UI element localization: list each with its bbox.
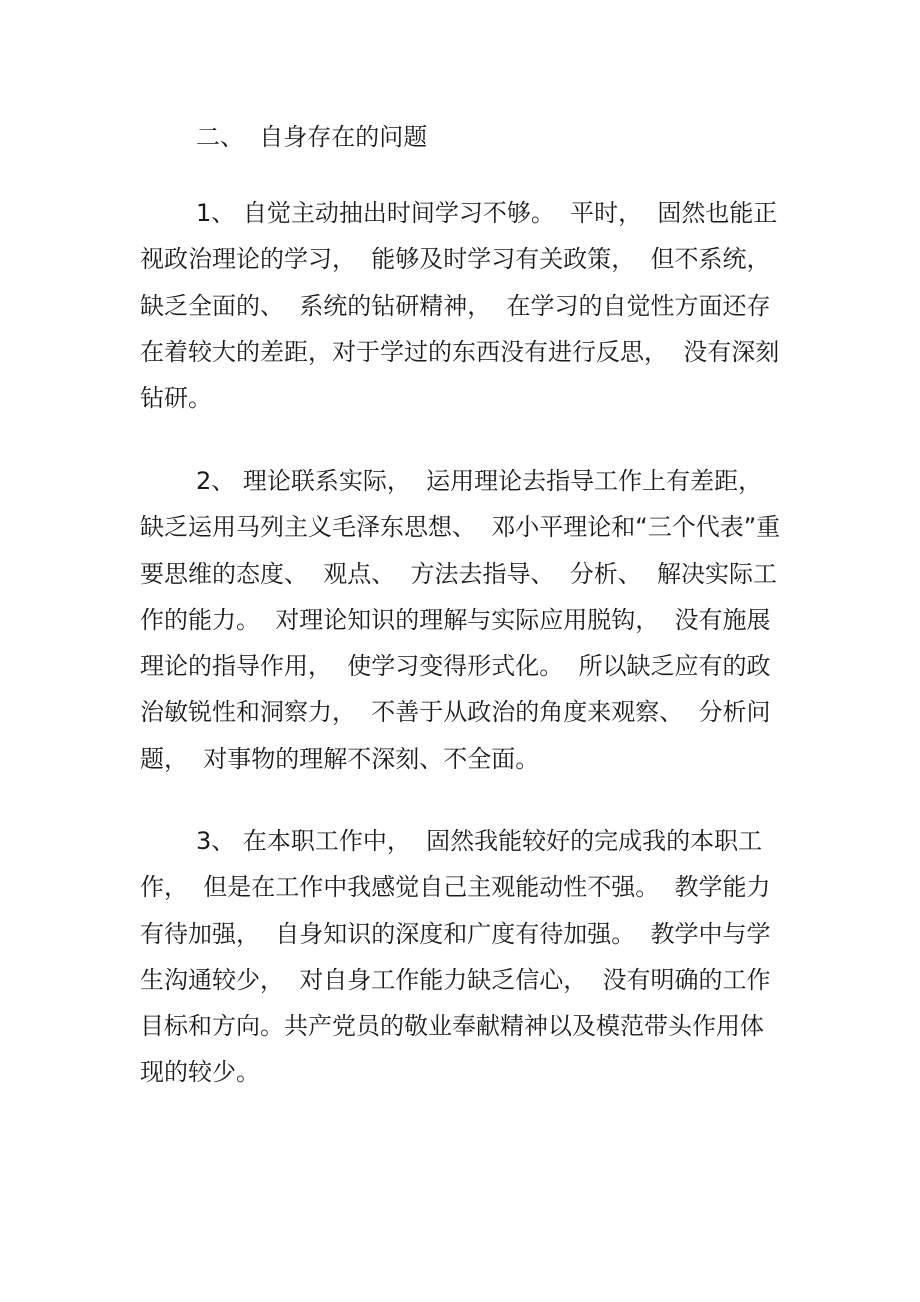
paragraph-line: 视政治理论的学习， 能够及时学习有关政策， 但不系统， — [140, 245, 771, 274]
paragraph-line: 钻研。 — [140, 384, 212, 413]
paragraph-line: 生沟通较少， 对自身工作能力缺乏信心， 没有明确的工作 — [140, 965, 771, 994]
paragraph-line: 作的能力。 对理论知识的理解与实际应用脱钩， 没有施展 — [140, 605, 771, 634]
paragraph-1 — [140, 190, 780, 421]
paragraph-line: 理论的指导作用， 使学习变得形式化。 所以缺乏应有的政 — [140, 652, 771, 681]
paragraph-line: 要思维的态度、 观点、 方法去指导、 分析、 解决实际工 — [140, 559, 778, 588]
paragraph-line: 有待加强， 自身知识的深度和广度有待加强。 教学中与学 — [140, 919, 771, 948]
paragraph-line: 1、 自觉主动抽出时间学习不够。 平时， 固然也能正 — [196, 199, 778, 227]
paragraph-line: 3、 在本职工作中， 固然我能较好的完成我的本职工 — [196, 827, 763, 855]
paragraph-line: 在着较大的差距，对于学过的东西没有进行反思， 没有深刻 — [140, 337, 780, 366]
paragraph-line: 2、 理论联系实际， 运用理论去指导工作上有差距， — [196, 467, 763, 495]
paragraph-line: 现的较少。 — [140, 1058, 260, 1087]
paragraph-line: 缺乏全面的、 系统的钻研精神， 在学习的自觉性方面还存 — [140, 291, 771, 320]
paragraph-2 — [140, 458, 780, 782]
paragraph-line: 题， 对事物的理解不深刻、不全面。 — [140, 744, 540, 773]
paragraph-line: 作， 但是在工作中我感觉自己主观能动性不强。 教学能力 — [140, 873, 771, 902]
paragraph-line: 缺乏运用马列主义毛泽东思想、 邓小平理论和“三个代表”重 — [140, 513, 781, 542]
section-heading: 二、 自身存在的问题 — [196, 123, 428, 151]
paragraph-line: 治敏锐性和洞察力， 不善于从政治的角度来观察、 分析问 — [140, 698, 771, 727]
paragraph-line: 目标和方向。共产党员的敬业奉献精神以及模范带头作用体 — [140, 1012, 764, 1041]
paragraph-3 — [140, 818, 780, 1096]
